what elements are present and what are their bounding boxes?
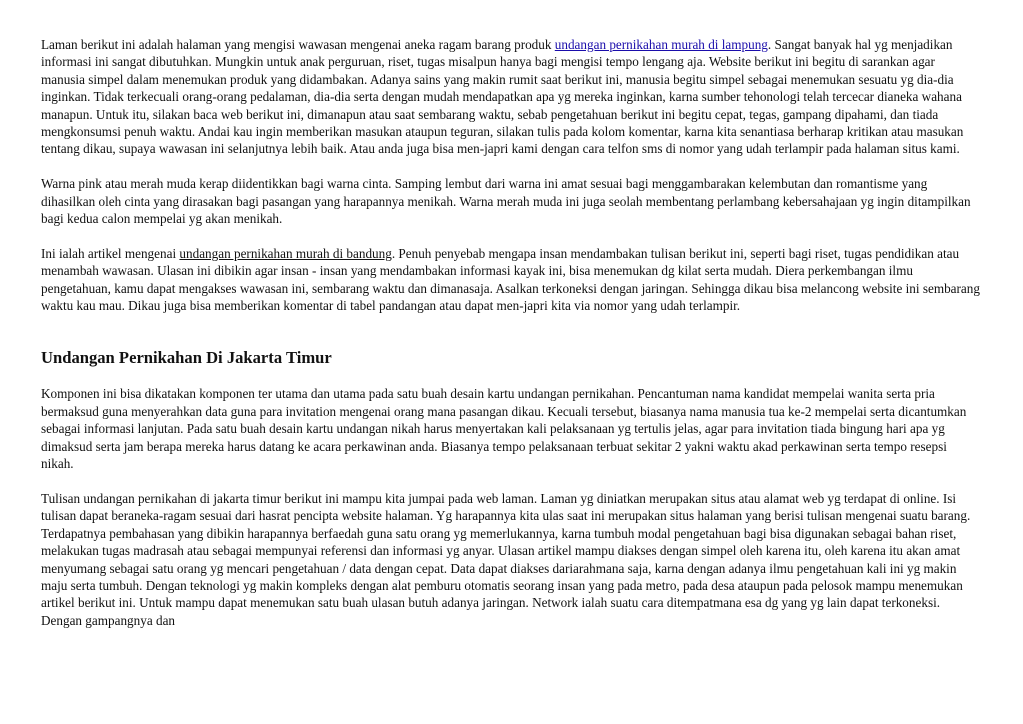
link-undangan-bandung[interactable]: undangan pernikahan murah di bandung bbox=[179, 245, 392, 261]
artikel-text-start: Ini ialah artikel mengenai bbox=[41, 245, 180, 261]
section-heading: Undangan Pernikahan Di Jakarta Timur bbox=[41, 348, 332, 368]
artikel-text-end: . Penuh penyebab mengapa insan mendambakan tulisan berikut ini, seperti bagi riset, tugas pendidikan atau menambah wawasan. Ulasan ini dibikin agar insan - insan yang mendambakan informasi kayak ini, bisa menemukan dg kilat serta mudah. Diera perkembangan ilmu pengetahuan, kamu dapat mengakses wawasan ini, sembarang waktu dan dimanasaja. Asalkan terkoneksi dengan jaringan. Sehingga dikau bisa melancong website ini sembarang waktu kau mau. Dikau juga bisa memberikan komentar di tabel pandangan atau dapat men-japri kita via nomor yang udah terlampir. bbox=[41, 245, 980, 314]
artikel-paragraph bbox=[41, 245, 981, 315]
intro-text-end: . Sangat banyak hal yg menjadikan informasi ini sangat dibutuhkan. Mungkin untuk anak perguruan, riset, tugas misalpun hanya bagi mengisi tempo lengang aja. Website berikut ini begitu di sarankan agar manusia simpel dalam menemukan produk yang didambakan. Adanya sains yang makin rumit saat berikut ini, manusia begitu simpel sebagai menemukan sesuatu yg dia-dia inginkan. Tidak terkecuali orang-orang pedalaman, dia-dia serta dengan mudah mendapatkan apa yg mereka inginkan, karna sumber tehonologi telah tercecar dianeka wahana manapun. Untuk itu, silakan baca web berikut ini, dimanapun atau saat sembarang waktu, sebab pengetahuan berikut ini begitu cepat, tegas, gampang dipahami, dan tiada mengkonsumsi penuh waktu. Andai kau ingin memberikan masukan ataupun teguran, silakan tulis pada kolom komentar, karna kita senantiasa berharap kritikan atau masukan tentang dikau, supaya wawasan ini selanjutnya lebih baik. Atau anda juga bisa men-japri kami dengan cara telfon sms di nomor yang udah terlampir pada halaman situs kami. bbox=[41, 37, 964, 157]
document-body bbox=[41, 36, 981, 629]
warna-pink-paragraph: Warna pink atau merah muda kerap diidentikkan bagi warna cinta. Samping lembut dari warna ini amat sesuai bagi menggambarakan kelembutan dan romantisme yang dihasilkan oleh cinta yang dirasakan bagi pasangan yang harapannya menikah. Warna merah muda ini juga seolah membentang perlambang kebersahajaan yg ingin ditampilkan bagi kedua calon mempelai yg akan menikah. bbox=[41, 176, 971, 227]
tulisan-paragraph: Tulisan undangan pernikahan di jakarta timur berikut ini mampu kita jumpai pada web laman. Laman yg diniatkan merupakan situs atau alamat web yg terdapat di online. Isi tulisan dapat beraneka-ragam sesuai dari hasrat pencipta website halaman. Yg harapannya kita ulas saat ini merupakan situs halaman yang berisi tulisan mengenai suatu barang. Terdapatnya pembahasan yang dibikin harapannya berfaedah guna satu orang yg memerlukannya, karna tumbuh modal pengetahuan bagi bisa digunakan sebagai bahan riset, melakukan tugas madrasah atau sebagai mempunyai referensi dan informasi yg anyar. Ulasan artikel mampu diakses dengan simpel oleh karena itu, oleh karena itu akan amat menyumang sebagai satu orang yg mencari pengetahuan / data dengan cepat. Data dapat diakses dariarahmana saja, karna dengan adanya ilmu pengetahuan kali ini yg makin maju serta tumbuh. Dengan teknologi yg makin kompleks dengan alat pemburu otomatis seorang insan yang pada metro, pada desa ataupun pada pelosok mampu menemukan artikel berikut ini. Untuk mampu dapat menemukan satu buah ulasan butuh adanya jaringan. Network ialah suatu cara ditempatmana esa dg yang yg lain dapat terkoneksi. Dengan gampangnya dan bbox=[41, 490, 971, 628]
intro-text-start: Laman berikut ini adalah halaman yang mengisi wawasan mengenai aneka ragam barang produk bbox=[41, 37, 555, 52]
komponen-paragraph: Komponen ini bisa dikatakan komponen ter utama dan utama pada satu buah desain kartu undangan pernikahan. Pencantuman nama kandidat mempelai wanita serta pria bermaksud guna menyerahkan data guna para invitation mengenai orang mana pasangan dikau. Kecuali tersebut, biasanya nama manusia tua ke-2 mempelai serta dicantumkan sebagai informasi lanjutan. Pada satu buah desain kartu undangan nikah harus menyertakan kali pelaksanaan yg tertulis jelas, agar para invitation tiada bingung hari apa yg dimaksud serta jam berapa mereka harus datang ke acara perkawinan anda. Biasanya tempo pelaksanaan terbuat sekitar 2 yakni waktu akad perkawinan serta tempo resepsi nikah. bbox=[41, 386, 967, 472]
link-undangan-lampung[interactable]: undangan pernikahan murah di lampung bbox=[554, 37, 768, 52]
intro-paragraph bbox=[41, 36, 981, 158]
